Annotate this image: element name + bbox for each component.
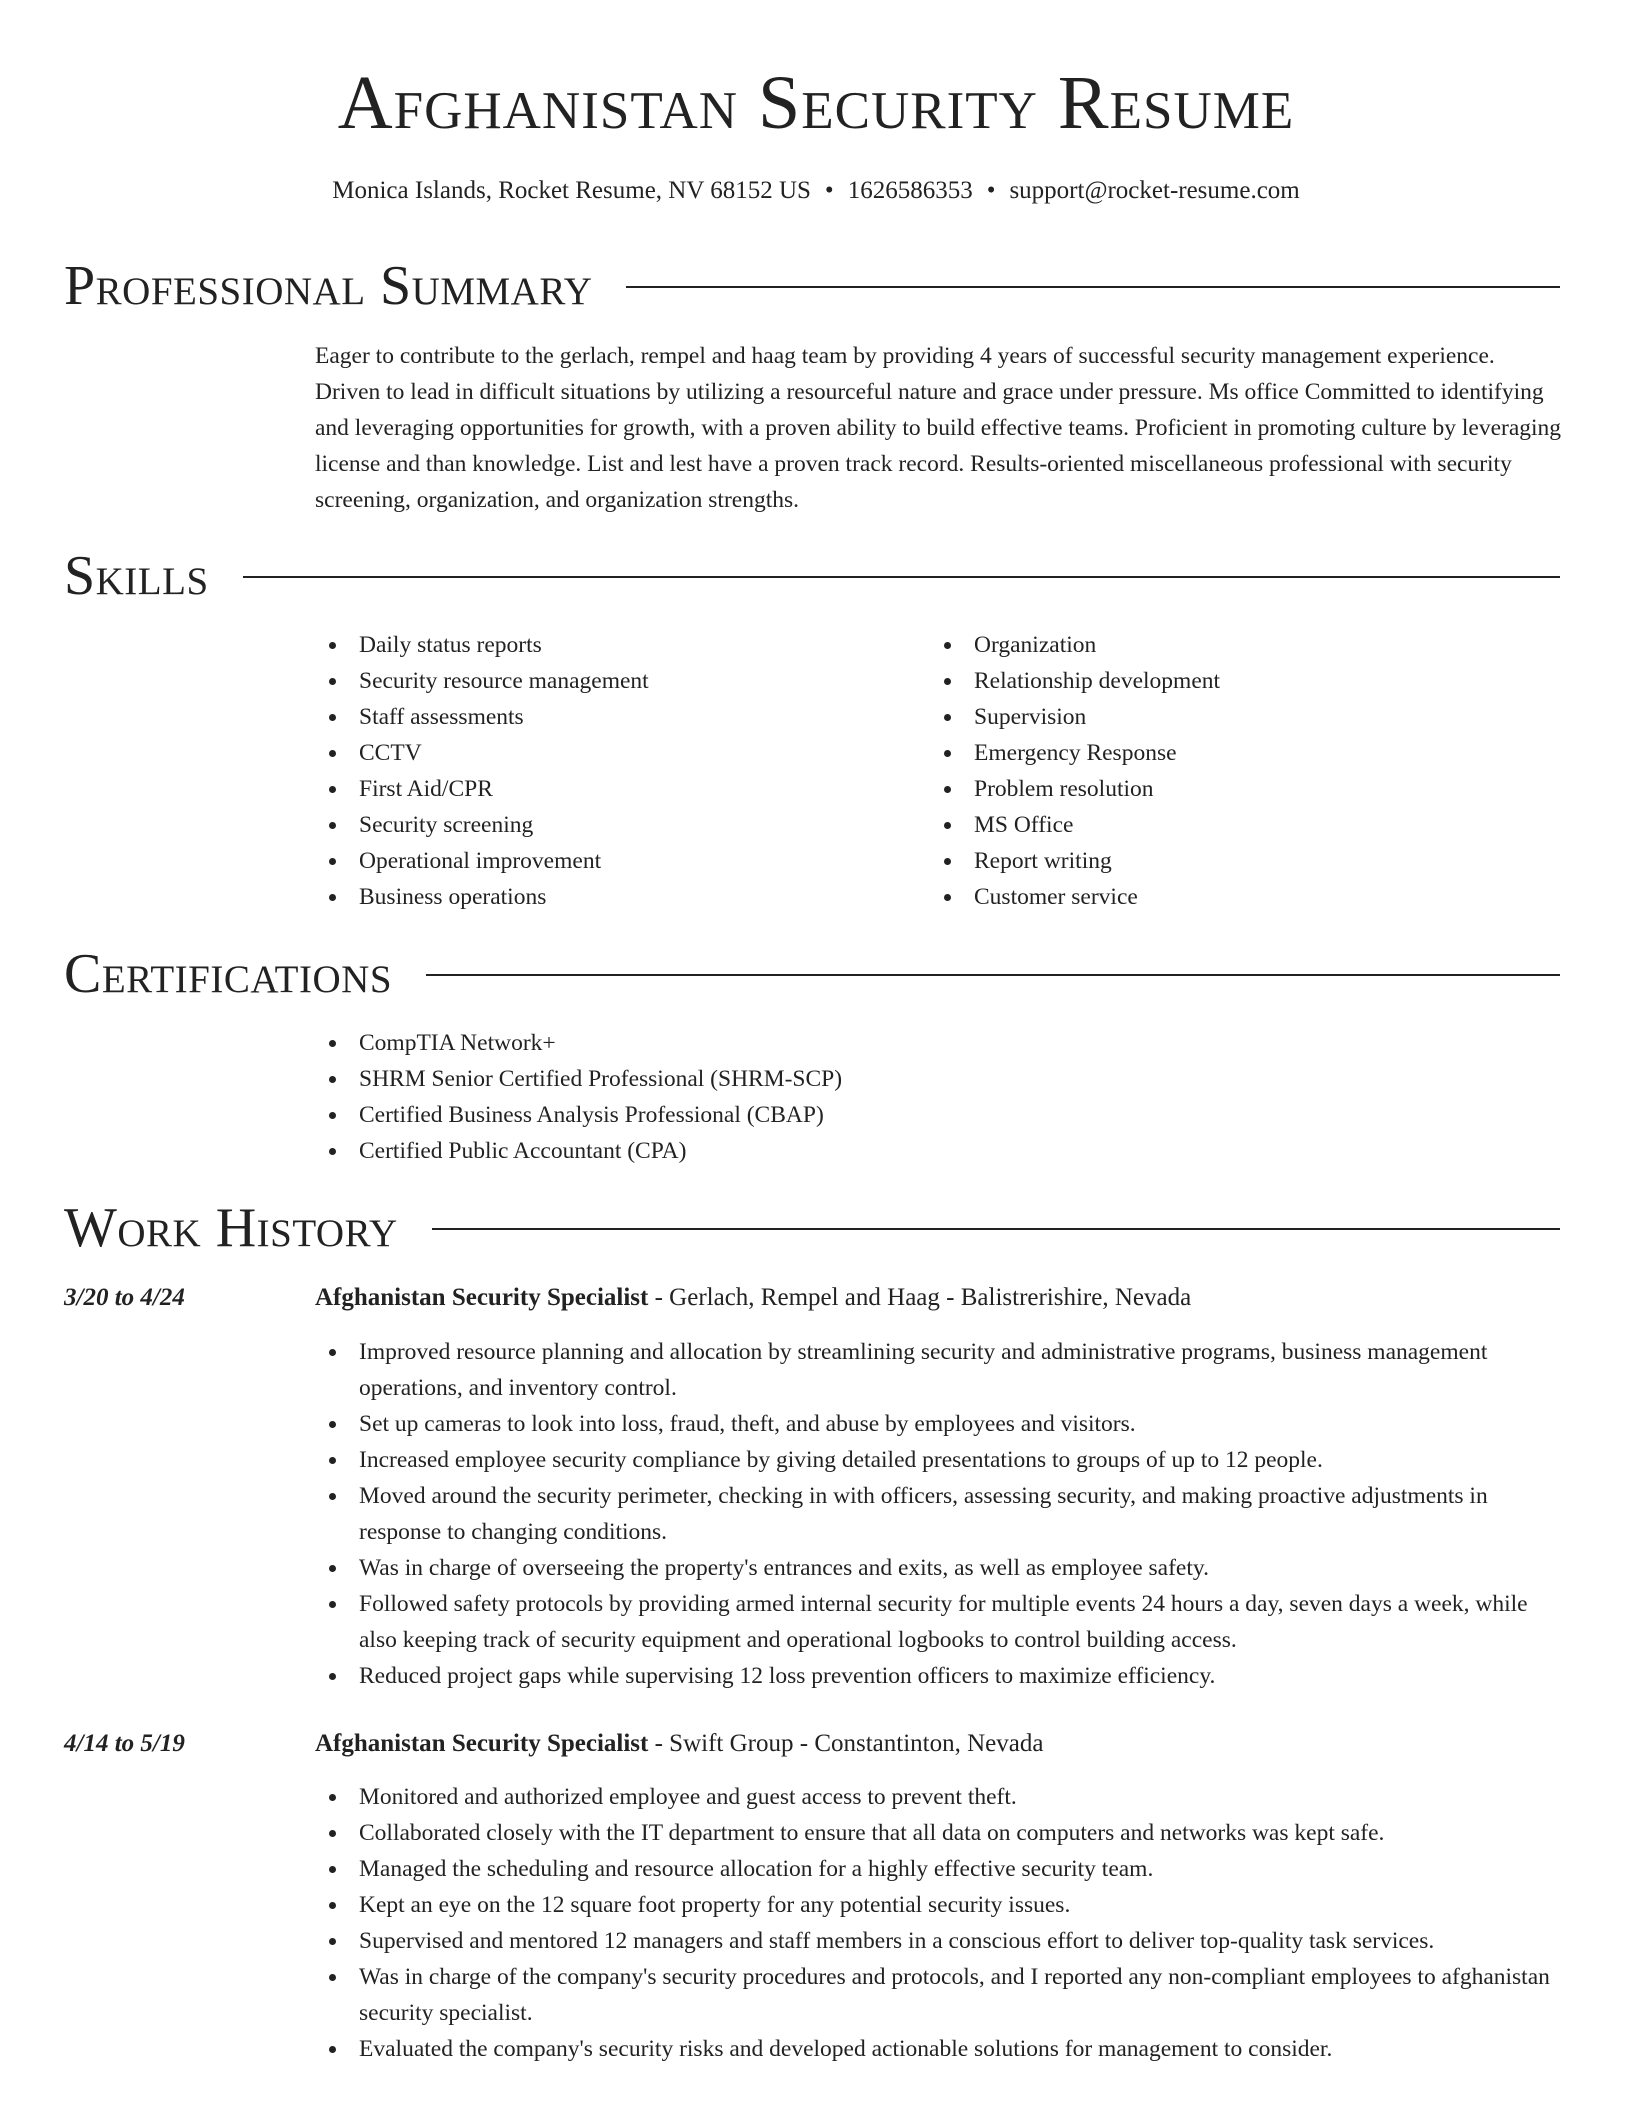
summary-text: Eager to contribute to the gerlach, rempel and haag team by providing 4 years of successful security management experience. Driven to lead in difficult situations by utilizing a resourceful nature and grace under pressure. Ms office Committed to identifying and leveraging opportunities for growth, with a proven ability to build effective teams. Proficient in promoting culture by leveraging license and than knowledge. List and lest have a proven track record. Results-oriented miscellaneous professional with security screening, organization, and organization strengths. bbox=[315, 343, 1562, 513]
job-bullet: Reduced project gaps while supervising 12 loss prevention officers to maximize efficiency. bbox=[315, 1658, 1568, 1694]
skill-item: First Aid/CPR bbox=[315, 771, 915, 807]
certification-item: SHRM Senior Certified Professional (SHRM-SCP) bbox=[315, 1061, 1515, 1097]
job-employer-location: - Swift Group - Constantinton, Nevada bbox=[648, 1730, 1044, 1757]
job-bullet: Kept an eye on the 12 square foot property for any potential security issues. bbox=[315, 1887, 1568, 1923]
certifications-heading: Certifications bbox=[64, 943, 393, 1005]
job-dates: 3/20 to 4/24 bbox=[64, 1284, 185, 1311]
skill-item: Security resource management bbox=[315, 663, 915, 699]
contact-address: Monica Islands, Rocket Resume, NV 68152 US bbox=[332, 177, 811, 204]
job-title-line bbox=[315, 1280, 1191, 1316]
section-divider bbox=[432, 1228, 1560, 1230]
job-bullet: Moved around the security perimeter, checking in with officers, assessing security, and making proactive adjustments in response to changing conditions. bbox=[315, 1478, 1568, 1550]
contact-separator: • bbox=[986, 177, 996, 204]
contact-line bbox=[0, 174, 1632, 208]
skill-item: Business operations bbox=[315, 879, 915, 915]
summary-heading: Professional Summary bbox=[64, 255, 593, 317]
skills-list-left bbox=[315, 627, 915, 915]
contact-phone: 1626586353 bbox=[847, 177, 973, 204]
contact-email: support@rocket-resume.com bbox=[1009, 177, 1300, 204]
skill-item: Organization bbox=[930, 627, 1530, 663]
contact-separator: • bbox=[824, 177, 834, 204]
job-title: Afghanistan Security Specialist bbox=[315, 1284, 649, 1311]
job-bullet: Was in charge of the company's security procedures and protocols, and I reported any non-compliant employees to afghanistan security specialist. bbox=[315, 1959, 1568, 2031]
skill-item: Staff assessments bbox=[315, 699, 915, 735]
resume-title: Afghanistan Security Resume bbox=[337, 61, 1295, 145]
job-bullet: Managed the scheduling and resource allocation for a highly effective security team. bbox=[315, 1851, 1568, 1887]
skills-list-right bbox=[930, 627, 1530, 915]
section-divider bbox=[626, 286, 1560, 288]
job-bullet: Improved resource planning and allocation by streamlining security and administrative programs, business management operations, and inventory control. bbox=[315, 1334, 1568, 1406]
certifications-section-header bbox=[64, 939, 1560, 1009]
certification-item: CompTIA Network+ bbox=[315, 1025, 1515, 1061]
job-bullet: Evaluated the company's security risks and developed actionable solutions for management to consider. bbox=[315, 2031, 1568, 2067]
skill-item: Relationship development bbox=[930, 663, 1530, 699]
job-bullet: Followed safety protocols by providing armed internal security for multiple events 24 hours a day, seven days a week, while also keeping track of security equipment and operational logbooks to control building access. bbox=[315, 1586, 1568, 1658]
job-bullet: Increased employee security compliance by giving detailed presentations to groups of up to 12 people. bbox=[315, 1442, 1568, 1478]
job-bullets bbox=[315, 1334, 1568, 1694]
job-title-line bbox=[315, 1726, 1043, 1762]
skill-item: MS Office bbox=[930, 807, 1530, 843]
job-bullet: Was in charge of overseeing the property's entrances and exits, as well as employee safety. bbox=[315, 1550, 1568, 1586]
job-bullet: Supervised and mentored 12 managers and staff members in a conscious effort to deliver top-quality task services. bbox=[315, 1923, 1568, 1959]
job-bullet: Monitored and authorized employee and guest access to prevent theft. bbox=[315, 1779, 1568, 1815]
job-employer-location: - Gerlach, Rempel and Haag - Balistrerishire, Nevada bbox=[648, 1284, 1192, 1311]
job-bullet: Collaborated closely with the IT department to ensure that all data on computers and networks was kept safe. bbox=[315, 1815, 1568, 1851]
skill-item: Daily status reports bbox=[315, 627, 915, 663]
certification-item: Certified Business Analysis Professional (CBAP) bbox=[315, 1097, 1515, 1133]
certification-item: Certified Public Accountant (CPA) bbox=[315, 1133, 1515, 1169]
skills-section-header bbox=[64, 541, 1560, 611]
skill-item: CCTV bbox=[315, 735, 915, 771]
job-bullets bbox=[315, 1779, 1568, 2067]
skill-item: Customer service bbox=[930, 879, 1530, 915]
skill-item: Problem resolution bbox=[930, 771, 1530, 807]
skill-item: Supervision bbox=[930, 699, 1530, 735]
skill-item: Emergency Response bbox=[930, 735, 1530, 771]
section-divider bbox=[426, 974, 1560, 976]
skill-item: Operational improvement bbox=[315, 843, 915, 879]
skill-item: Security screening bbox=[315, 807, 915, 843]
summary-section-header bbox=[64, 251, 1560, 321]
section-divider bbox=[243, 576, 1560, 578]
skills-heading: Skills bbox=[64, 545, 209, 607]
job-title: Afghanistan Security Specialist bbox=[315, 1730, 649, 1757]
job-dates: 4/14 to 5/19 bbox=[64, 1730, 185, 1757]
work-heading: Work History bbox=[64, 1197, 398, 1259]
certifications-list bbox=[315, 1025, 1515, 1169]
skill-item: Report writing bbox=[930, 843, 1530, 879]
work-section-header bbox=[64, 1193, 1560, 1263]
job-bullet: Set up cameras to look into loss, fraud, theft, and abuse by employees and visitors. bbox=[315, 1406, 1568, 1442]
